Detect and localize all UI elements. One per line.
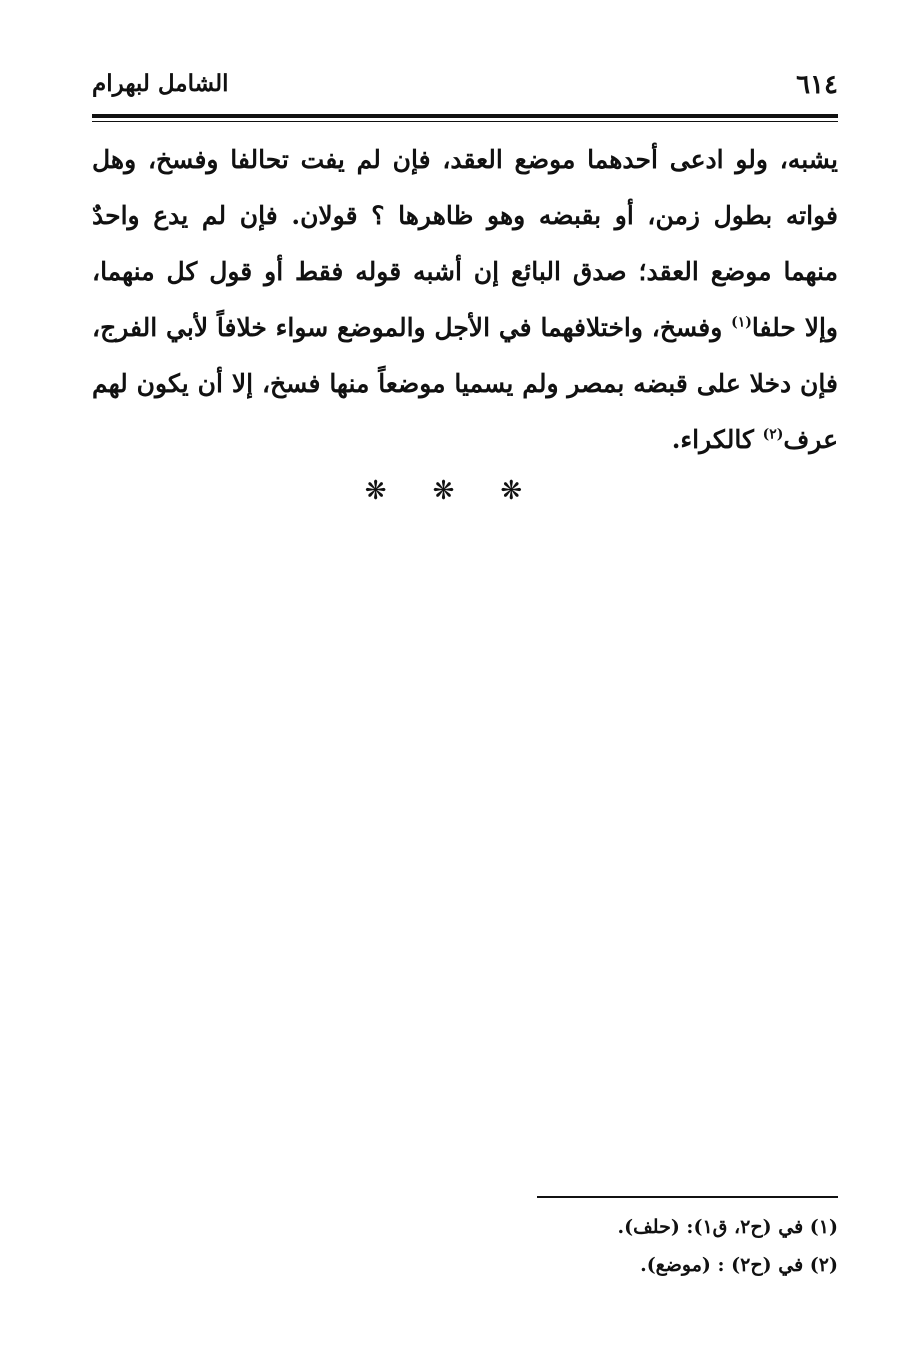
running-head — [92, 62, 838, 106]
header-rule-thin — [92, 121, 838, 122]
body-paragraph — [92, 132, 838, 468]
header-rule — [92, 114, 838, 118]
separator-star-icon: ❋ — [364, 476, 409, 506]
paragraph-text-part2: وفسخ، واختلافهما في الأجل والموضع سواء خلافاً لأبي الفرج، فإن دخلا على قبضه بمصر ولم يسميا موضعاً منها فسخ، إلا أن يكون لهم عرف — [92, 313, 838, 454]
page-number: ٦١٤ — [796, 70, 838, 100]
footnote-reference-2[interactable]: (٢) — [762, 426, 784, 443]
book-title: الشامل لبهرام — [92, 70, 229, 97]
separator-star-icon: ❋ — [432, 476, 477, 506]
separator-star-icon: ❋ — [500, 476, 545, 506]
paragraph-text-part1: يشبه، ولو ادعى أحدهما موضع العقد، فإن لم يفت تحالفا وفسخ، وهل فواته بطول زمن، أو بقبضه وهو ظاهرها ؟ قولان. فإن لم يدع واحدٌ منهما موضع العقد؛ صدق البائع إن أشبه قوله فقط أو قول كل منهما، وإلا حلفا — [92, 145, 838, 342]
paragraph-text-part3: كالكراء. — [671, 425, 763, 454]
footnote-rule — [537, 1196, 838, 1198]
footnote-2: (٢) في (ح٢) : (موضع). — [640, 1254, 838, 1276]
footnotes — [440, 1208, 838, 1284]
footnote-reference-1[interactable]: (١) — [731, 314, 752, 331]
footnote-1: (١) في (ح٢، ق١): (حلف). — [617, 1216, 838, 1238]
section-separator — [0, 476, 909, 506]
